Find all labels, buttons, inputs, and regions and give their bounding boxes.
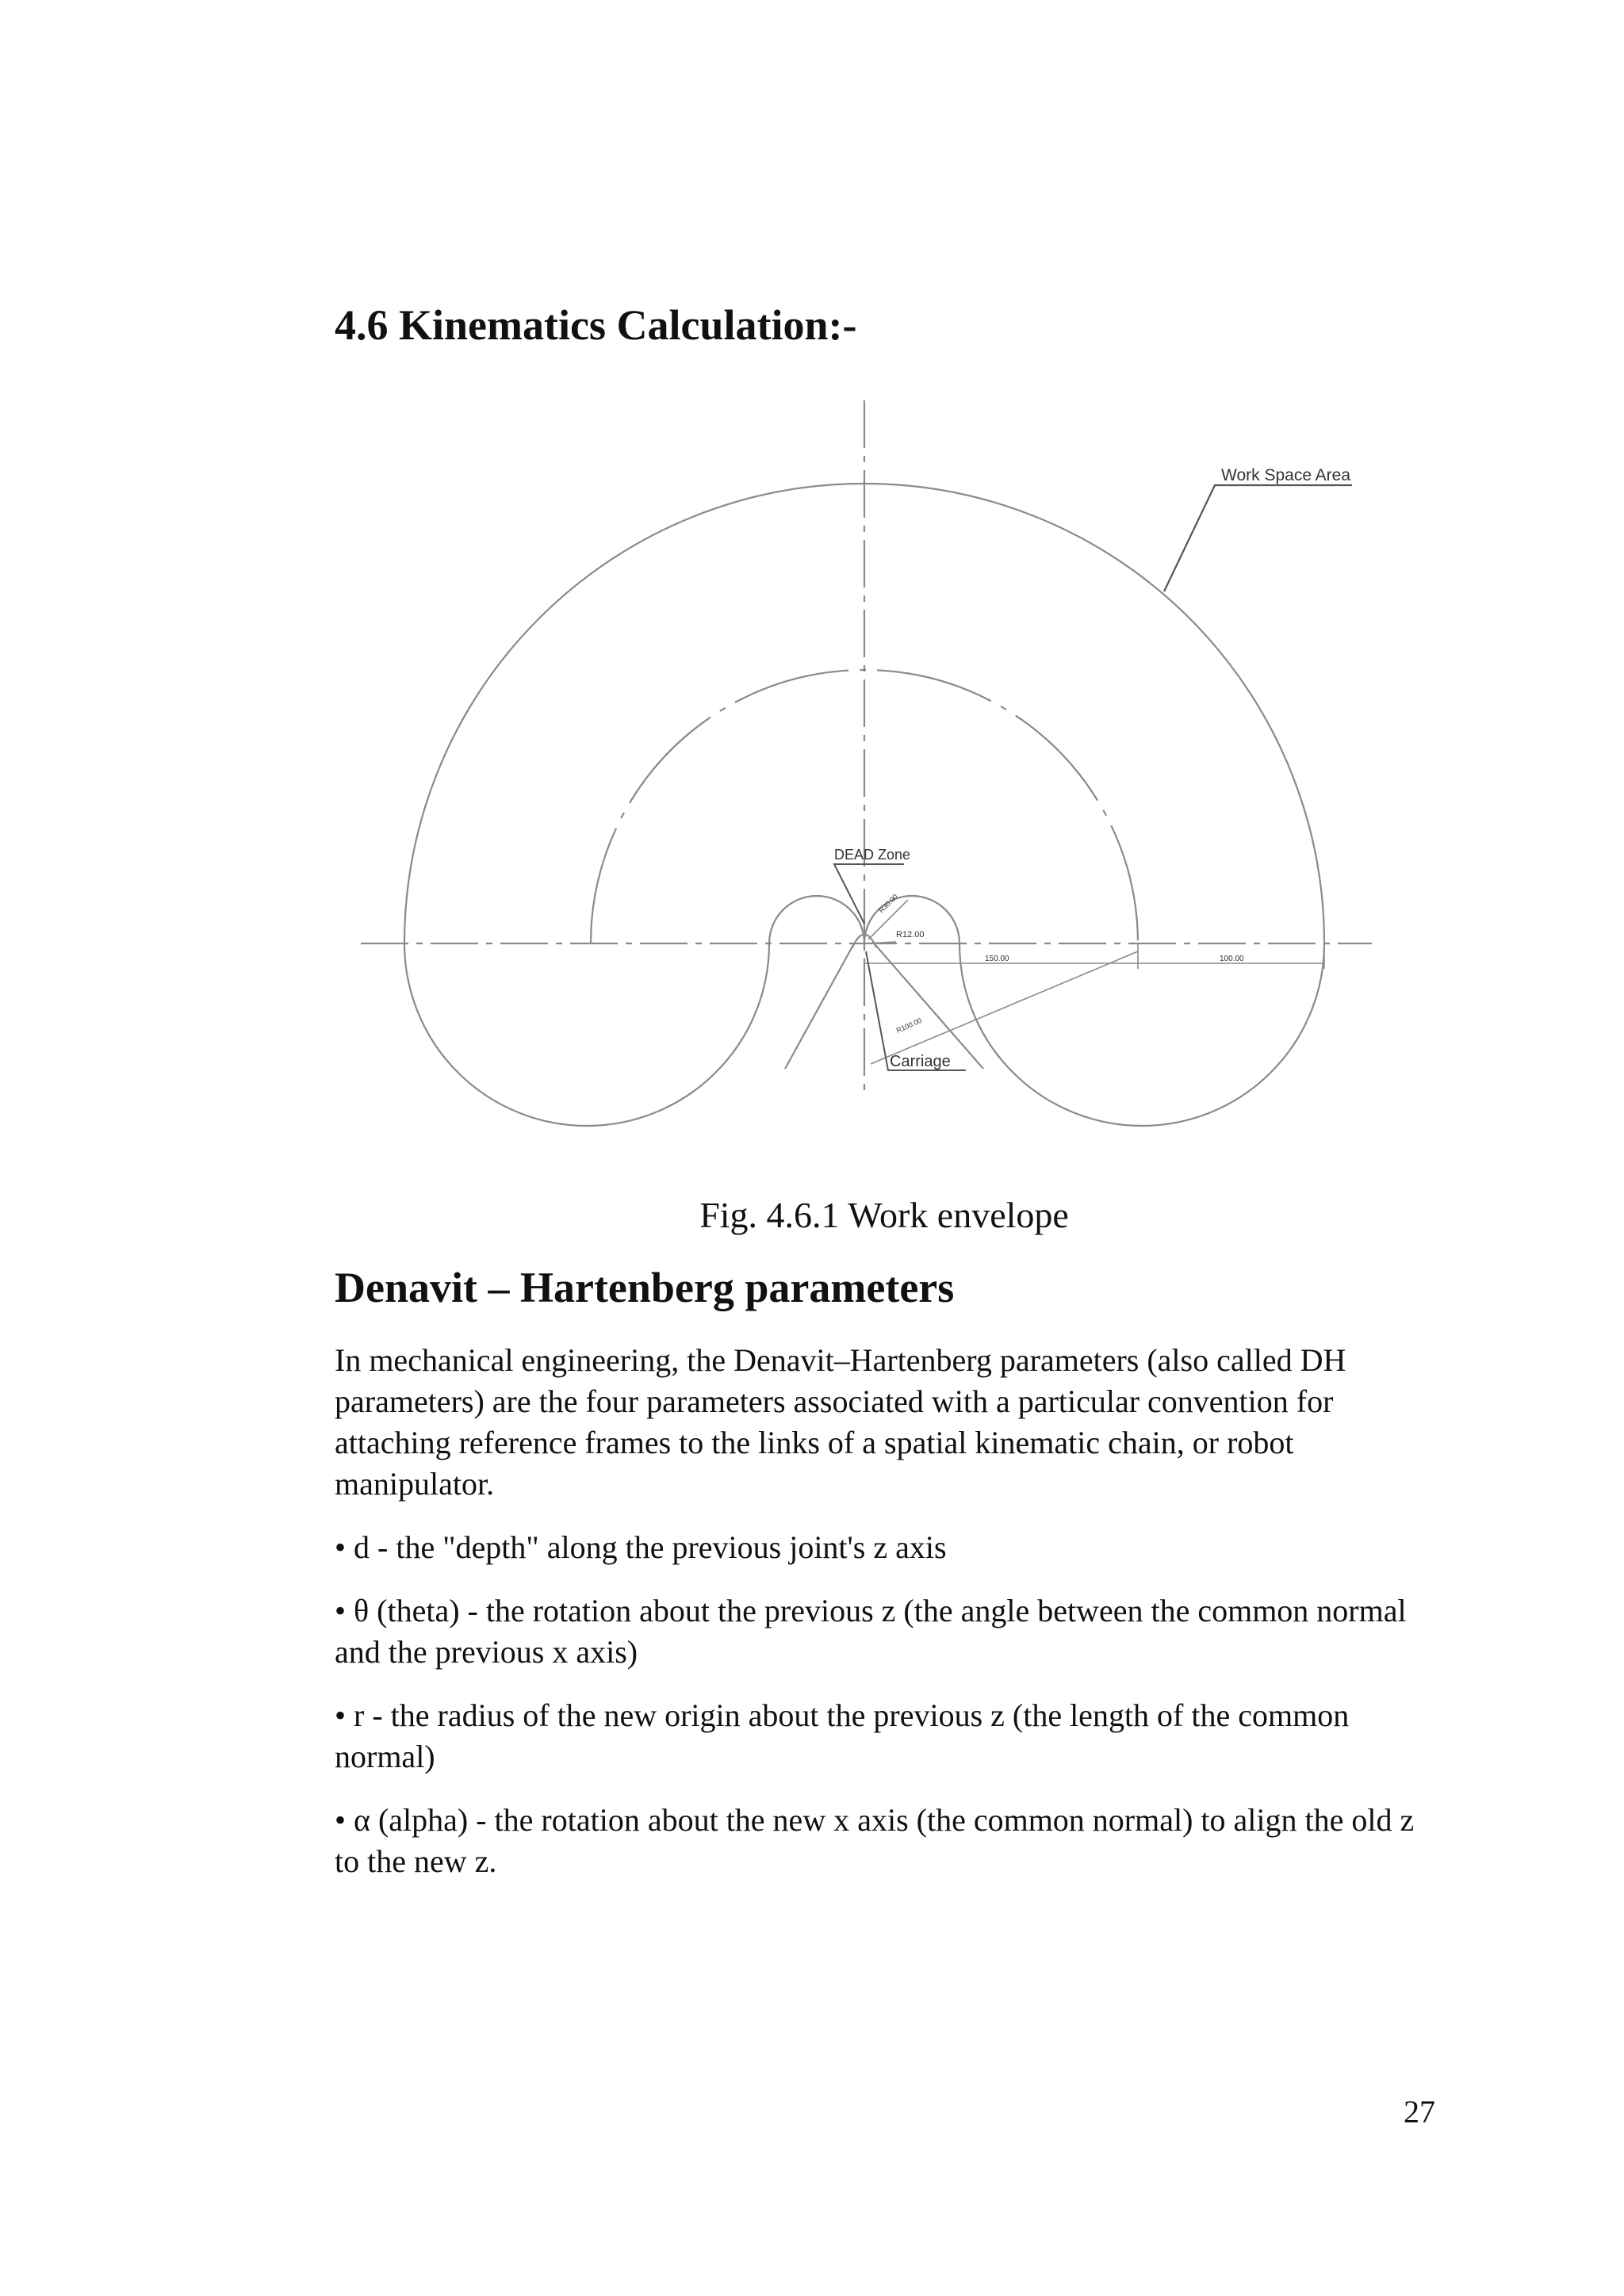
dead-zone-label: DEAD Zone bbox=[834, 847, 911, 863]
work-space-area-label: Work Space Area bbox=[1221, 466, 1351, 484]
work-envelope-figure bbox=[349, 396, 1396, 1142]
page-number: 27 bbox=[1404, 2094, 1435, 2130]
carriage-left-leg bbox=[785, 945, 853, 1069]
dimension-150-label: 150.00 bbox=[985, 955, 1009, 963]
section-title: 4.6 Kinematics Calculation:- bbox=[335, 301, 857, 349]
dimension-r30-label: R30.00 bbox=[877, 892, 899, 915]
carriage-label: Carriage bbox=[890, 1053, 951, 1070]
figure-caption: Fig. 4.6.1 Work envelope bbox=[699, 1195, 1069, 1235]
work-space-leader bbox=[1164, 485, 1352, 591]
bullet-alpha: • α (alpha) - the rotation about the new x axis (the common normal) to align the old z to the new z. bbox=[335, 1802, 1415, 1879]
bullet-d: • d - the "depth" along the previous joint's z axis bbox=[335, 1529, 947, 1565]
dimension-r100-label: R100.00 bbox=[894, 1016, 923, 1035]
bullet-theta: • θ (theta) - the rotation about the previous z (the angle between the common normal and the previous x axis) bbox=[335, 1593, 1407, 1670]
intro-paragraph: In mechanical engineering, the Denavit–Hartenberg parameters (also called DH parameters) are the four parameters associated with a particular convention for attaching reference frames to the links of a spatial kinematic chain, or robot manipulator. bbox=[335, 1342, 1346, 1502]
work-envelope-drawing bbox=[349, 396, 1396, 1142]
dimension-r12-label: R12.00 bbox=[896, 930, 925, 939]
bullet-r: • r - the radius of the new origin about the previous z (the length of the common normal) bbox=[335, 1697, 1350, 1774]
dh-heading: Denavit – Hartenberg parameters bbox=[335, 1264, 955, 1311]
radius-r100-leader bbox=[871, 951, 1138, 1064]
dimension-100-label: 100.00 bbox=[1220, 955, 1244, 963]
body-text bbox=[335, 1340, 1445, 1904]
